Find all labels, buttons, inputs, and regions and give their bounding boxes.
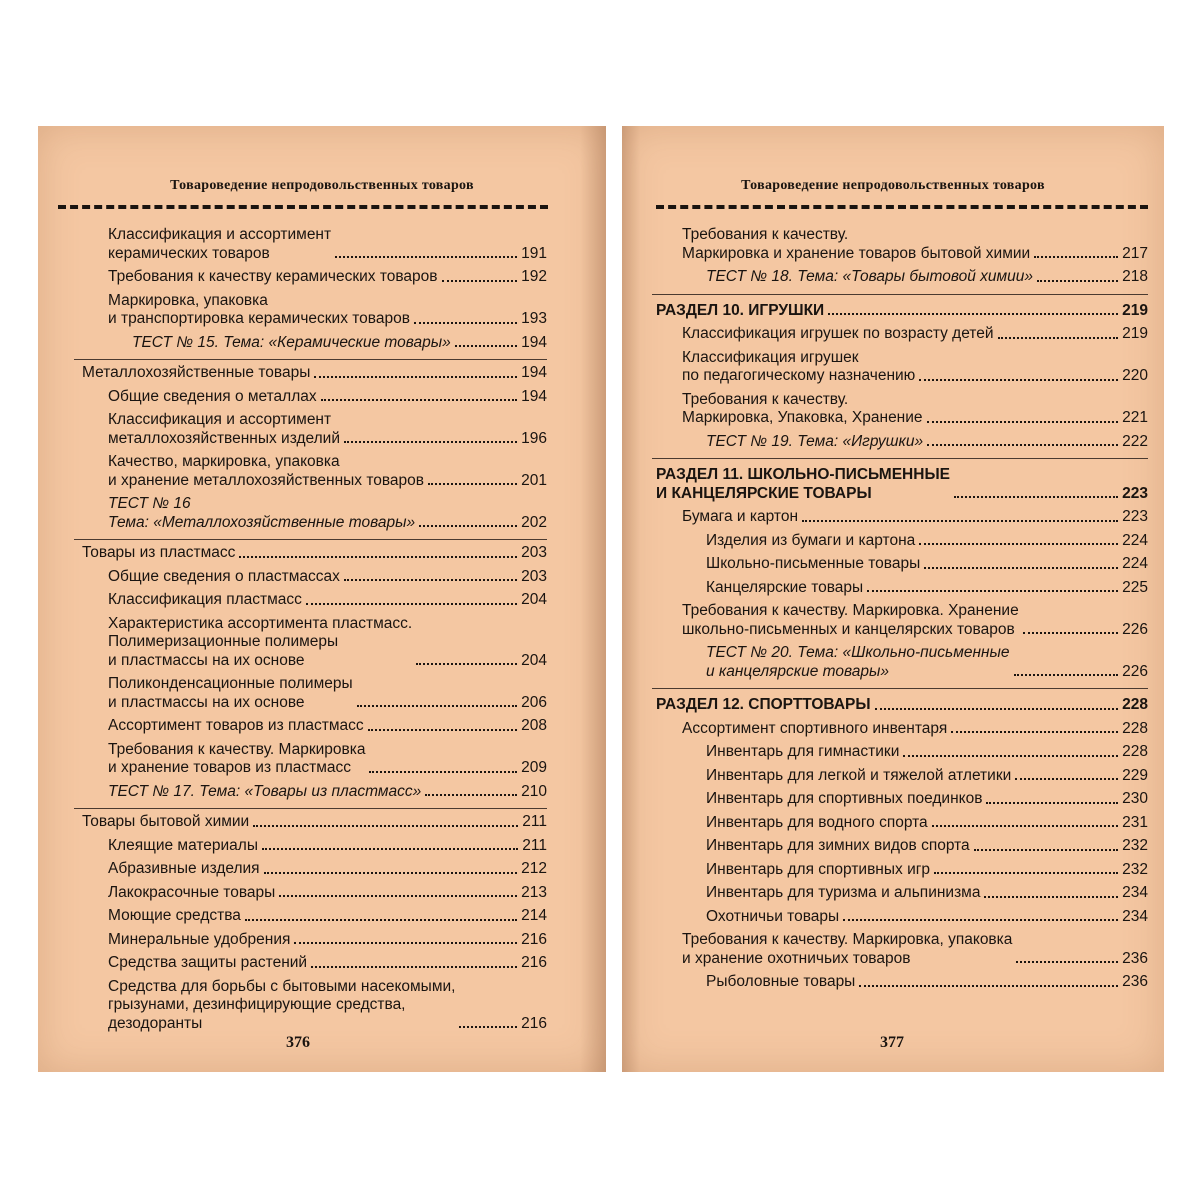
toc-page-number: 226: [1122, 620, 1148, 638]
toc-entry-line: Инвентарь для гимнастики: [706, 743, 900, 760]
toc-page-number: 221: [1122, 409, 1148, 426]
toc-page-number: 220: [1122, 367, 1148, 384]
toc-section-heading: [656, 302, 1148, 321]
toc-entry-line: Ассортимент товаров из пластмасс: [108, 717, 364, 734]
running-head: Товароведение непродовольственных товаров: [170, 178, 474, 193]
toc-entry: [656, 743, 1148, 762]
toc-entry-line: Бумага и картон: [682, 508, 799, 525]
dot-leader: [253, 825, 518, 827]
toc-entry: [82, 860, 547, 879]
toc-entry: [656, 644, 1148, 681]
toc-entry-title: [706, 555, 920, 574]
toc-entry: [82, 837, 547, 856]
toc-entry-title: [108, 591, 302, 610]
dot-leader: [859, 985, 1118, 987]
toc-page-number: 210: [521, 782, 547, 800]
toc-page-number: 236: [1122, 973, 1148, 990]
toc-entry-line: грызунами, дезинфицирующие средства,: [108, 996, 406, 1013]
toc-entry: [82, 591, 547, 610]
header-rule: [656, 205, 1148, 209]
page-number: 377: [880, 1034, 904, 1051]
toc-entry-line: РАЗДЕЛ 10. ИГРУШКИ: [656, 301, 825, 319]
toc-page-number: 208: [521, 717, 547, 734]
toc-page-number: 213: [521, 883, 547, 901]
toc-page-number: 231: [1122, 813, 1148, 831]
toc-entry-line: и пластмассы на их основе: [108, 651, 305, 669]
toc-entry-line: Поликонденсационные полимеры: [108, 675, 353, 692]
toc-entry: [82, 388, 547, 407]
toc-entry-title: [682, 226, 1030, 263]
toc-entry: [82, 453, 547, 490]
dot-leader: [924, 567, 1118, 569]
toc-entry-title: [108, 954, 307, 973]
toc-page-number: 201: [521, 471, 547, 489]
header-rule: [58, 205, 548, 209]
dot-leader: [455, 345, 517, 347]
toc-entry-title: [108, 717, 364, 736]
page-number: 376: [286, 1034, 310, 1051]
toc-entry-line: ТЕСТ № 17. Тема: «Товары из пластмасс»: [108, 782, 422, 800]
toc-entry: [82, 615, 547, 671]
toc-page-number: 225: [1122, 578, 1148, 596]
toc-entry-title: [706, 743, 899, 762]
dot-leader: [344, 441, 517, 443]
toc-entry-title: [706, 579, 863, 598]
toc-entry: [656, 931, 1148, 968]
toc-entry: [82, 813, 547, 832]
toc-entry-title: [82, 813, 249, 832]
toc-entry: [656, 555, 1148, 574]
toc-page-number: 211: [522, 813, 547, 830]
toc-entry-title: [108, 495, 415, 532]
toc-entry-line: ТЕСТ № 19. Тема: «Игрушки»: [706, 432, 924, 450]
dot-leader: [867, 590, 1118, 592]
toc-entry: [82, 907, 547, 926]
toc-entry-title: [706, 790, 982, 809]
toc-page-number: 230: [1122, 790, 1148, 807]
section-divider: [74, 539, 547, 540]
toc-entry-line: Канцелярские товары: [706, 578, 864, 596]
toc-entry-line: И КАНЦЕЛЯРСКИЕ ТОВАРЫ: [656, 484, 872, 502]
toc-entry-title: [108, 783, 421, 802]
toc-entry-line: Лакокрасочные товары: [108, 883, 276, 901]
toc-page-number: 204: [521, 591, 547, 608]
toc-page-number: 223: [1122, 484, 1148, 502]
toc-page-number: 203: [521, 544, 547, 561]
toc-list-left: [82, 226, 547, 1038]
toc-entry: [82, 954, 547, 973]
toc-entry-title: [706, 861, 930, 880]
dot-leader: [1015, 778, 1118, 780]
dot-leader: [344, 579, 517, 581]
toc-page-number: 191: [521, 244, 547, 262]
toc-entry-title: [108, 453, 424, 490]
dot-leader: [843, 919, 1118, 921]
toc-entry-title: [706, 908, 839, 927]
dot-leader: [294, 942, 517, 944]
toc-entry-title: [108, 292, 410, 329]
dot-leader: [239, 556, 517, 558]
toc-entry: [656, 720, 1148, 739]
toc-entry-line: Маркировка и хранение товаров бытовой химии: [682, 244, 1031, 262]
toc-entry: [82, 334, 547, 353]
toc-page-number: 229: [1122, 766, 1148, 784]
toc-entry: [656, 391, 1148, 428]
toc-page-number: 202: [521, 513, 547, 531]
toc-page-number: 194: [521, 387, 547, 405]
toc-entry-line: ТЕСТ № 18. Тема: «Товары бытовой химии»: [706, 268, 1033, 285]
toc-entry-title: [706, 644, 1010, 681]
dot-leader: [974, 849, 1118, 851]
toc-page-number: 224: [1122, 531, 1148, 549]
toc-entry: [656, 325, 1148, 344]
toc-page-number: 216: [521, 954, 547, 971]
toc-page-number: 236: [1122, 949, 1148, 967]
toc-entry-line: Охотничьи товары: [706, 907, 840, 925]
toc-page-number: 222: [1122, 432, 1148, 450]
toc-page-number: 228: [1122, 743, 1148, 760]
toc-page-number: 216: [521, 1014, 547, 1032]
dot-leader: [934, 872, 1118, 874]
toc-page-number: 211: [522, 836, 547, 854]
toc-entry-line: Требования к качеству. Маркировка. Хранение: [682, 602, 1019, 619]
toc-entry-line: Рыболовные товары: [706, 973, 856, 990]
toc-entry-line: Инвентарь для водного спорта: [706, 813, 928, 831]
toc-entry-title: [108, 268, 438, 287]
dot-leader: [321, 399, 517, 401]
toc-entry-line: школьно-письменных и канцелярских товаров: [682, 620, 1015, 638]
section-divider: [74, 359, 547, 360]
toc-entry-title: [108, 860, 260, 879]
toc-entry-line: Классификация и ассортимент: [108, 226, 332, 243]
toc-entry: [656, 433, 1148, 452]
dot-leader: [416, 663, 517, 665]
toc-page-number: 226: [1122, 662, 1148, 680]
toc-entry-line: Требования к качеству. Маркировка: [108, 740, 366, 758]
dot-leader: [986, 802, 1118, 804]
toc-entry-title: [108, 615, 412, 671]
toc-page-number: 212: [521, 860, 547, 877]
toc-entry-line: Полимеризационные полимеры: [108, 633, 339, 650]
dot-leader: [442, 280, 518, 282]
toc-entry: [656, 349, 1148, 386]
toc-entry-line: Инвентарь для спортивных поединков: [706, 790, 983, 807]
toc-entry-line: и хранение товаров из пластмасс: [108, 759, 352, 776]
toc-entry-line: Классификация игрушек по возрасту детей: [682, 325, 994, 342]
toc-page-number: 194: [521, 364, 547, 381]
left-page: [38, 126, 606, 1072]
toc-entry-title: [108, 226, 331, 263]
dot-leader: [245, 919, 517, 921]
toc-entry-line: Инвентарь для спортивных игр: [706, 860, 931, 878]
toc-entry-title: [682, 349, 915, 386]
toc-entry-line: Ассортимент спортивного инвентаря: [682, 719, 948, 737]
dot-leader: [425, 794, 517, 796]
toc-page-number: 206: [521, 693, 547, 711]
dot-leader: [414, 322, 517, 324]
toc-entry: [656, 837, 1148, 856]
toc-entry-line: Изделия из бумаги и картона: [706, 531, 916, 549]
toc-entry: [656, 508, 1148, 527]
toc-entry-line: Характеристика ассортимента пластмасс.: [108, 614, 413, 632]
toc-entry-title: [656, 696, 871, 715]
toc-page-number: 223: [1122, 508, 1148, 525]
section-divider: [652, 688, 1148, 689]
toc-entry-line: Инвентарь для легкой и тяжелой атлетики: [706, 766, 1012, 784]
section-divider: [74, 808, 547, 809]
dot-leader: [1023, 632, 1118, 634]
dot-leader: [998, 337, 1119, 339]
dot-leader: [1034, 256, 1118, 258]
toc-entry-line: Минеральные удобрения: [108, 930, 291, 948]
toc-entry-line: дезодоранты: [108, 1014, 203, 1032]
toc-entry-title: [706, 837, 970, 856]
toc-entry-line: Общие сведения о пластмассах: [108, 567, 340, 585]
toc-entry: [656, 884, 1148, 903]
toc-entry-line: РАЗДЕЛ 12. СПОРТТОВАРЫ: [656, 696, 871, 713]
dot-leader: [306, 603, 517, 605]
toc-entry-line: Требования к качеству керамических товаров: [108, 268, 438, 285]
toc-entry: [82, 364, 547, 383]
toc-entry-title: [706, 433, 923, 452]
toc-entry-line: и хранение охотничьих товаров: [682, 949, 911, 967]
dot-leader: [369, 771, 517, 773]
toc-entry-line: ТЕСТ № 15. Тема: «Керамические товары»: [132, 333, 451, 351]
toc-entry-title: [108, 931, 290, 950]
toc-entry: [656, 790, 1148, 809]
toc-entry: [656, 814, 1148, 833]
toc-entry: [656, 973, 1148, 992]
toc-page-number: 217: [1122, 244, 1148, 262]
toc-entry-title: [682, 720, 947, 739]
toc-entry-title: [108, 675, 353, 712]
dot-leader: [279, 895, 517, 897]
toc-entry-title: [108, 884, 275, 903]
toc-entry: [656, 532, 1148, 551]
toc-entry-line: Классификация и ассортимент: [108, 411, 332, 428]
toc-entry-line: керамических товаров: [108, 244, 270, 262]
toc-entry-line: Моющие средства: [108, 907, 241, 924]
dot-leader: [984, 896, 1118, 898]
toc-entry-title: [108, 741, 365, 778]
toc-entry-line: и канцелярские товары»: [706, 662, 889, 680]
toc-entry-title: [706, 268, 1033, 287]
dot-leader: [262, 848, 518, 850]
toc-entry-title: [682, 602, 1019, 639]
dot-leader: [903, 755, 1118, 757]
toc-entry: [656, 579, 1148, 598]
dot-leader: [314, 376, 517, 378]
toc-entry: [82, 568, 547, 587]
toc-entry-line: Классификация пластмасс: [108, 591, 302, 608]
section-divider: [652, 294, 1148, 295]
toc-entry: [82, 884, 547, 903]
toc-entry-title: [108, 411, 340, 448]
toc-entry-line: Классификация игрушек: [682, 348, 859, 366]
toc-entry-title: [132, 334, 451, 353]
toc-page-number: 216: [521, 930, 547, 948]
toc-entry-title: [682, 391, 923, 428]
toc-entry: [656, 226, 1148, 263]
toc-entry: [656, 861, 1148, 880]
toc-entry: [82, 931, 547, 950]
toc-page-number: 204: [521, 651, 547, 669]
toc-section-heading: [656, 466, 1148, 503]
toc-entry-title: [706, 884, 980, 903]
toc-entry-title: [706, 814, 928, 833]
dot-leader: [1037, 280, 1118, 282]
toc-entry-title: [108, 388, 317, 407]
toc-entry-title: [706, 973, 855, 992]
toc-entry-line: Товары бытовой химии: [82, 813, 250, 830]
toc-entry-title: [682, 325, 994, 344]
toc-entry-line: Требования к качеству. Маркировка, упаковка: [682, 931, 1013, 948]
toc-entry: [82, 978, 547, 1034]
dot-leader: [264, 872, 518, 874]
toc-entry-line: Металлохозяйственные товары: [82, 364, 311, 381]
dot-leader: [919, 543, 1118, 545]
dot-leader: [1016, 961, 1118, 963]
toc-entry-title: [82, 364, 310, 383]
dot-leader: [428, 483, 517, 485]
dot-leader: [954, 496, 1118, 498]
toc-entry-line: Общие сведения о металлах: [108, 387, 317, 405]
dot-leader: [1014, 674, 1119, 676]
dot-leader: [927, 421, 1119, 423]
toc-entry-line: РАЗДЕЛ 11. ШКОЛЬНО-ПИСЬМЕННЫЕ: [656, 466, 950, 483]
toc-entry-line: Качество, маркировка, упаковка: [108, 453, 340, 470]
toc-entry: [656, 908, 1148, 927]
toc-page-number: 234: [1122, 884, 1148, 901]
dot-leader: [802, 520, 1118, 522]
toc-entry-line: Клеящие материалы: [108, 836, 258, 854]
toc-entry-line: Товары из пластмасс: [82, 544, 236, 561]
dot-leader: [919, 379, 1118, 381]
toc-entry-title: [108, 837, 258, 856]
toc-entry-line: Тема: «Металлохозяйственные товары»: [108, 513, 416, 531]
toc-entry: [82, 292, 547, 329]
toc-page-number: 228: [1122, 719, 1148, 737]
toc-entry: [82, 411, 547, 448]
toc-entry-line: ТЕСТ № 20. Тема: «Школьно-письменные: [706, 644, 1010, 661]
toc-entry-title: [108, 907, 241, 926]
toc-page-number: 193: [521, 310, 547, 327]
toc-entry-line: и хранение металлохозяйственных товаров: [108, 471, 425, 489]
toc-entry-line: Средства защиты растений: [108, 954, 308, 971]
toc-page-number: 214: [521, 907, 547, 924]
toc-entry: [82, 717, 547, 736]
toc-entry-title: [108, 568, 340, 587]
toc-entry-title: [706, 767, 1011, 786]
toc-page-number: 203: [521, 567, 547, 585]
gutter-shadow: [622, 126, 640, 1072]
toc-page-number: 218: [1122, 268, 1148, 285]
toc-entry: [656, 602, 1148, 639]
toc-entry-line: Инвентарь для туризма и альпинизма: [706, 884, 981, 901]
toc-entry: [82, 495, 547, 532]
toc-entry: [656, 268, 1148, 287]
toc-entry-line: Маркировка, упаковка: [108, 291, 268, 309]
toc-entry-title: [656, 302, 824, 321]
toc-entry-title: [682, 931, 1012, 968]
toc-entry: [82, 268, 547, 287]
toc-entry-title: [706, 532, 915, 551]
toc-page-number: 219: [1122, 325, 1148, 342]
toc-entry: [82, 226, 547, 263]
dot-leader: [875, 708, 1119, 710]
toc-page-number: 224: [1122, 555, 1148, 572]
toc-entry-line: Абразивные изделия: [108, 860, 260, 877]
dot-leader: [335, 256, 517, 258]
toc-page-number: 209: [521, 759, 547, 776]
dot-leader: [932, 825, 1118, 827]
running-head: Товароведение непродовольственных товаров: [741, 178, 1045, 193]
toc-page-number: 228: [1122, 696, 1148, 713]
toc-entry-title: [82, 544, 235, 563]
toc-entry-line: ТЕСТ № 16: [108, 495, 191, 512]
toc-entry-line: Средства для борьбы с бытовыми насекомыми,: [108, 977, 456, 995]
toc-page-number: 192: [521, 268, 547, 285]
toc-page-number: 194: [521, 333, 547, 351]
toc-entry-line: Школьно-письменные товары: [706, 555, 921, 572]
toc-entry-title: [108, 978, 455, 1034]
toc-entry: [82, 783, 547, 802]
toc-page-number: 234: [1122, 907, 1148, 925]
toc-entry-title: [656, 466, 950, 503]
section-divider: [652, 458, 1148, 459]
toc-section-heading: [656, 696, 1148, 715]
toc-page-number: 232: [1122, 860, 1148, 878]
gutter-shadow: [580, 126, 606, 1072]
dot-leader: [828, 313, 1118, 315]
toc-entry-line: Требования к качеству.: [682, 390, 849, 408]
toc-page-number: 196: [521, 429, 547, 447]
toc-page-number: 232: [1122, 837, 1148, 854]
toc-entry-line: и транспортировка керамических товаров: [108, 310, 410, 327]
toc-entry: [82, 544, 547, 563]
toc-entry-title: [682, 508, 798, 527]
toc-entry-line: Требования к качеству.: [682, 226, 849, 243]
toc-entry-line: Маркировка, Упаковка, Хранение: [682, 409, 923, 426]
dot-leader: [311, 966, 517, 968]
right-page: [622, 126, 1164, 1072]
toc-entry-line: по педагогическому назначению: [682, 367, 916, 384]
dot-leader: [368, 729, 517, 731]
toc-entry-line: металлохозяйственных изделий: [108, 429, 340, 447]
toc-entry: [82, 675, 547, 712]
dot-leader: [951, 731, 1118, 733]
toc-entry-line: Инвентарь для зимних видов спорта: [706, 837, 970, 854]
toc-entry: [656, 767, 1148, 786]
toc-entry-line: и пластмассы на их основе: [108, 693, 305, 711]
dot-leader: [459, 1026, 517, 1028]
toc-entry: [82, 741, 547, 778]
toc-page-number: 219: [1122, 301, 1148, 319]
dot-leader: [419, 525, 517, 527]
toc-list-right: [656, 226, 1148, 997]
dot-leader: [357, 705, 518, 707]
dot-leader: [927, 444, 1118, 446]
